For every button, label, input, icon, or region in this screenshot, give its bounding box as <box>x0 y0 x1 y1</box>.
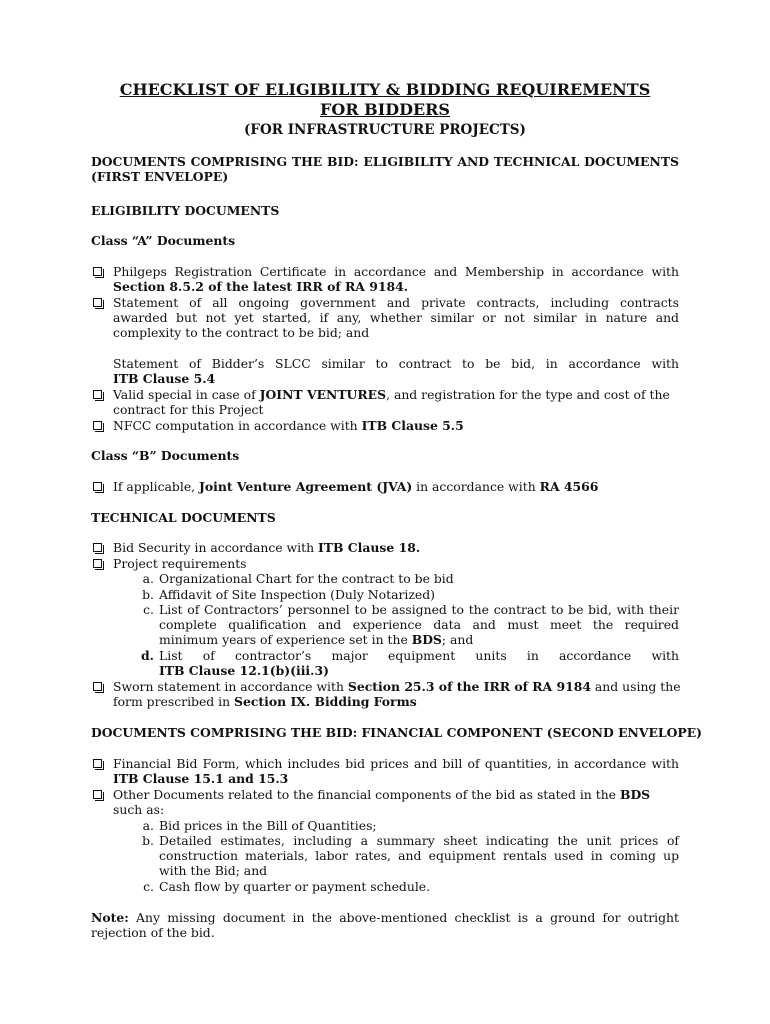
checkbox-icon[interactable] <box>93 482 102 491</box>
bid-prices-item: Bid prices in the Bill of Quantities; <box>159 818 377 833</box>
other-documents-line1 <box>113 787 650 802</box>
joint-venture-bold: JOINT VENTURES <box>259 387 387 402</box>
equipment-line1: List of contractor’s major equipment units in accordance with <box>159 648 679 663</box>
checkbox-icon[interactable] <box>93 790 102 799</box>
jva-text-mid: in accordance with <box>412 479 540 494</box>
project-requirements-item: Project requirements <box>113 556 247 571</box>
site-inspection-item: Affidavit of Site Inspection (Duly Notarized) <box>159 587 435 602</box>
detailed-estimates-line1: Detailed estimates, including a summary sheet indicating the unit prices of <box>159 833 679 848</box>
list-marker: a. <box>142 818 154 833</box>
document-subtitle: (FOR INFRASTRUCTURE PROJECTS) <box>244 122 526 138</box>
checkbox-icon[interactable] <box>93 298 102 307</box>
checkbox-icon[interactable] <box>93 390 102 399</box>
joint-venture-line1 <box>113 387 670 402</box>
cash-flow-item: Cash flow by quarter or payment schedule. <box>159 879 431 894</box>
financial-bid-line1: Financial Bid Form, which includes bid prices and bill of quantities, in accordance with <box>113 756 679 771</box>
form-text: form prescribed in <box>113 694 235 709</box>
checkbox-icon[interactable] <box>93 559 102 568</box>
jva-bold: Joint Venture Agreement (JVA) <box>199 479 413 494</box>
note-text: Any missing document in the above-mentioned checklist is a ground for outright <box>128 910 679 925</box>
joint-venture-text-tail: , and registration for the type and cost of the <box>386 387 670 402</box>
personnel-text: minimum years of experience set in the <box>159 632 412 647</box>
joint-venture-line2: contract for this Project <box>113 402 264 417</box>
bid-security-item <box>113 540 420 555</box>
technical-heading: TECHNICAL DOCUMENTS <box>91 510 276 525</box>
checkbox-icon[interactable] <box>93 682 102 691</box>
personnel-line2: complete qualification and experience data and must meet the required <box>159 617 679 632</box>
checkbox-icon[interactable] <box>93 543 102 552</box>
nfcc-text: NFCC computation in accordance with <box>113 418 362 433</box>
note-label: Note: <box>91 910 129 925</box>
ongoing-contracts-line2: awarded but not yet started, if any, whether similar or not similar in nature and <box>113 310 679 325</box>
second-envelope-heading: DOCUMENTS COMPRISING THE BID: FINANCIAL COMPONENT (SECOND ENVELOPE) <box>91 725 703 740</box>
joint-venture-text: Valid special in case of <box>113 387 260 402</box>
slcc-line2: ITB Clause 5.4 <box>113 371 216 386</box>
first-envelope-heading: DOCUMENTS COMPRISING THE BID: ELIGIBILITY AND TECHNICAL DOCUMENTS <box>91 154 679 169</box>
detailed-estimates-line3: with the Bid; and <box>159 863 268 878</box>
list-marker: b. <box>142 833 154 848</box>
bidding-forms-label: Section IX. Bidding Forms <box>234 694 417 709</box>
philgeps-item-line2: Section 8.5.2 of the latest IRR of RA 9184. <box>113 279 409 294</box>
checkbox-icon[interactable] <box>93 759 102 768</box>
document-title-line1: CHECKLIST OF ELIGIBILITY & BIDDING REQUIREMENTS <box>119 80 651 99</box>
other-documents-line2: such as: <box>113 802 165 817</box>
document-title-line2: FOR BIDDERS <box>320 100 450 119</box>
nfcc-item <box>113 418 464 433</box>
first-envelope-subheading: (FIRST ENVELOPE) <box>91 169 229 184</box>
bds-label: BDS <box>411 632 442 647</box>
slcc-line1: Statement of Bidder’s SLCC similar to contract to be bid, in accordance with <box>113 356 679 371</box>
jva-text: If applicable, <box>113 479 200 494</box>
bds-label: BDS <box>619 787 651 802</box>
financial-bid-line2: ITB Clause 15.1 and 15.3 <box>113 771 289 786</box>
note-line2: rejection of the bid. <box>91 925 215 940</box>
list-marker: a. <box>142 571 154 586</box>
sworn-statement-line2 <box>113 694 417 709</box>
checkbox-icon[interactable] <box>93 421 102 430</box>
class-a-heading: Class “A” Documents <box>91 233 236 248</box>
equipment-line2: ITB Clause 12.1(b)(iii.3) <box>159 663 329 678</box>
checkbox-icon[interactable] <box>93 267 102 276</box>
jva-ra: RA 4566 <box>539 479 599 494</box>
list-marker: c. <box>143 879 154 894</box>
detailed-estimates-line2: construction materials, labor rates, and equipment rentals used in coming up <box>159 848 679 863</box>
personnel-line1: List of Contractors’ personnel to be assigned to the contract to be bid, with their <box>159 602 679 617</box>
eligibility-heading: ELIGIBILITY DOCUMENTS <box>91 203 280 218</box>
personnel-text-tail: ; and <box>441 632 474 647</box>
other-documents-text: Other Documents related to the financial components of the bid as stated in the <box>113 787 620 802</box>
sworn-statement-line1 <box>113 679 681 694</box>
list-marker: c. <box>143 602 154 617</box>
org-chart-item: Organizational Chart for the contract to be bid <box>159 571 454 586</box>
ongoing-contracts-line1: Statement of all ongoing government and private contracts, including contracts <box>113 295 679 310</box>
sworn-section: Section 25.3 of the IRR of RA 9184 <box>347 679 591 694</box>
sworn-text: Sworn statement in accordance with <box>113 679 348 694</box>
bid-security-clause: ITB Clause 18. <box>318 540 421 555</box>
nfcc-clause: ITB Clause 5.5 <box>361 418 464 433</box>
sworn-text-tail: and using the <box>590 679 681 694</box>
personnel-line3 <box>159 632 473 647</box>
list-marker: d. <box>141 648 154 663</box>
list-marker: b. <box>142 587 154 602</box>
class-b-heading: Class “B” Documents <box>91 448 240 463</box>
note-line1 <box>91 910 679 925</box>
philgeps-item-line1: Philgeps Registration Certificate in accordance and Membership in accordance with <box>113 264 679 279</box>
bid-security-text: Bid Security in accordance with <box>113 540 318 555</box>
ongoing-contracts-line3: complexity to the contract to be bid; and <box>113 325 370 340</box>
jva-item <box>113 479 598 494</box>
